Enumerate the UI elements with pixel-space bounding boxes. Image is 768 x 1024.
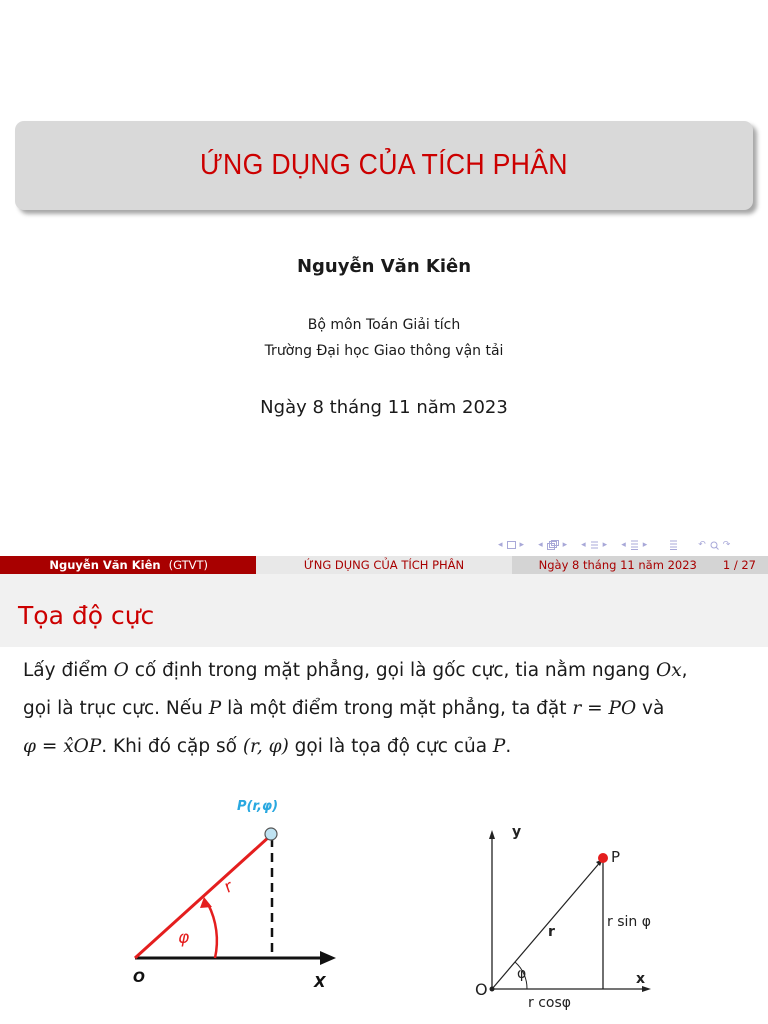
- frame-next-icon[interactable]: ▸: [519, 540, 525, 550]
- next-icon[interactable]: ▸: [642, 540, 648, 550]
- page-number: 1 / 27: [722, 558, 756, 572]
- search-icon[interactable]: [710, 541, 719, 550]
- section-icon[interactable]: [590, 540, 599, 550]
- presentation-title: ỨNG DỤNG CỦA TÍCH PHÂN: [200, 149, 568, 181]
- angle-label: φ: [178, 928, 190, 948]
- paragraph-line-2: [23, 698, 753, 719]
- text: là một điểm trong mặt phẳng, ta đặt: [221, 698, 573, 719]
- text: Lấy điểm: [23, 660, 114, 681]
- section-next-icon[interactable]: ▸: [602, 540, 608, 550]
- radius-label: r: [221, 876, 236, 898]
- point-label: P: [611, 848, 621, 866]
- frame-icon[interactable]: [507, 541, 516, 549]
- text: .: [505, 736, 512, 757]
- r-sin-phi-label: r sin φ: [607, 914, 651, 930]
- forward-icon[interactable]: ↷: [722, 540, 731, 550]
- back-icon[interactable]: ↶: [698, 540, 706, 550]
- subsection-prev-icon[interactable]: ◂: [538, 540, 543, 550]
- prev-icon[interactable]: ◂: [621, 540, 626, 550]
- r-cos-phi-label: r cosφ: [528, 995, 571, 1010]
- appendix-group: [667, 540, 680, 550]
- x-axis-label: x: [636, 971, 646, 987]
- footline-author-name: Nguyễn Văn Kiên: [49, 558, 161, 572]
- math-r-equals-PO: r = PO: [572, 698, 637, 719]
- origin-label: O: [133, 970, 145, 986]
- footline-date: Ngày 8 tháng 11 năm 2023: [538, 558, 697, 572]
- text: và: [636, 698, 665, 719]
- footline-title: ỨNG DỤNG CỦA TÍCH PHÂN: [256, 556, 512, 574]
- math-P: P: [492, 736, 506, 757]
- frame-prev-icon[interactable]: ◂: [498, 540, 503, 550]
- text: cố định trong mặt phẳng, gọi là gốc cực, tia nằm ngang: [128, 660, 657, 681]
- polar-to-cartesian-figure: [460, 820, 680, 1010]
- math-O: O: [113, 660, 129, 681]
- appendix-icon[interactable]: [669, 540, 678, 550]
- subsection-icon[interactable]: [547, 540, 559, 550]
- text: gọi là trục cực. Nếu: [23, 698, 209, 719]
- radius-label: r: [548, 924, 555, 940]
- search-group: [696, 540, 732, 550]
- footline-affiliation: (GTVT): [168, 558, 208, 572]
- footline-author: [0, 556, 256, 574]
- y-axis-label: y: [512, 824, 522, 840]
- presentation-nav-group: [619, 540, 649, 550]
- angle-label: φ: [517, 966, 527, 982]
- title-box: [15, 121, 753, 210]
- math-P: P: [208, 698, 222, 719]
- subsection-nav-group: [536, 540, 569, 550]
- section-prev-icon[interactable]: ◂: [581, 540, 586, 550]
- origin-label: O: [475, 980, 488, 999]
- math-phi-equals-xOP: φ = x̂OP: [23, 736, 102, 757]
- paragraph-line-3: [23, 736, 753, 757]
- frame-title: Tọa độ cực: [18, 601, 155, 630]
- subsection-next-icon[interactable]: ▸: [562, 540, 568, 550]
- point-label: P(r,φ): [237, 799, 279, 814]
- paragraph-line-1: [23, 660, 753, 681]
- text: ,: [681, 660, 688, 681]
- beamer-navigation-bar: [496, 538, 742, 552]
- footline: [0, 556, 768, 574]
- presentation-date: Ngày 8 tháng 11 năm 2023: [260, 397, 508, 418]
- polar-coordinate-figure: [120, 780, 360, 1000]
- axis-label: X: [314, 973, 326, 991]
- text: gọi là tọa độ cực của: [288, 736, 493, 757]
- text: . Khi đó cặp số: [101, 736, 243, 757]
- math-Ox: Ox: [656, 660, 682, 681]
- institute-university: Trường Đại học Giao thông vận tải: [264, 343, 504, 359]
- slide-list-icon[interactable]: [630, 540, 639, 550]
- author-name: Nguyễn Văn Kiên: [296, 256, 472, 277]
- section-nav-group: [579, 540, 609, 550]
- math-r-phi: (r, φ): [242, 736, 289, 757]
- frame-nav-group: [496, 540, 526, 550]
- institute-department: Bộ môn Toán Giải tích: [307, 317, 461, 333]
- footline-date-page: [512, 556, 768, 574]
